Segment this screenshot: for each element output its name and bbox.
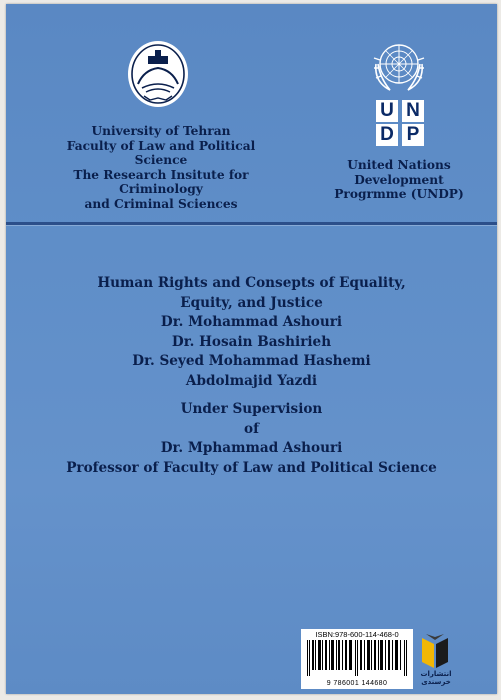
undp-logo bbox=[376, 100, 424, 146]
supervisor-title: Professor of Faculty of Law and Political Science bbox=[66, 459, 437, 476]
supervision-line: of bbox=[244, 420, 259, 437]
university-line: The Research Insitute for Criminology bbox=[73, 167, 249, 196]
undp-letter: N bbox=[402, 100, 424, 122]
book-title-line: Equity, and Justice bbox=[180, 294, 323, 311]
author-name: Dr. Mohammad Ashouri bbox=[160, 314, 343, 330]
author-name: Dr. Hosain Bashirieh bbox=[171, 333, 332, 350]
book-title-line: Human Rights and Consepts of Equality, bbox=[97, 275, 406, 291]
book-back-cover bbox=[6, 4, 497, 694]
university-line: and Criminal Sciences bbox=[84, 196, 238, 211]
supervision-line: Under Supervision bbox=[180, 401, 323, 417]
publisher-logo bbox=[420, 634, 450, 670]
united-nations-emblem bbox=[366, 34, 432, 96]
university-text bbox=[46, 124, 276, 211]
barcode-digits: 9 786001 144680 bbox=[326, 680, 388, 687]
publisher-name: انتشارات خرسندی bbox=[420, 670, 452, 686]
undp-letter: U bbox=[376, 100, 398, 122]
undp-text bbox=[304, 158, 494, 202]
undp-letter: P bbox=[402, 124, 424, 146]
university-line: Faculty of Law and Political Science bbox=[66, 138, 256, 167]
title-and-authors bbox=[16, 274, 487, 391]
undp-letter: D bbox=[376, 124, 398, 146]
supervision-block bbox=[16, 400, 487, 478]
university-line: University of Tehran bbox=[91, 124, 231, 138]
university-of-tehran-logo bbox=[126, 40, 190, 114]
header-divider bbox=[6, 222, 497, 225]
isbn-number: ISBN:978-600-114-468-0 bbox=[315, 630, 399, 639]
author-name: Abdolmajid Yazdi bbox=[185, 372, 318, 389]
undp-line: Progrmme (UNDP) bbox=[334, 187, 464, 201]
undp-line: United Nations Development bbox=[347, 158, 451, 187]
supervisor-name: Dr. Mphammad Ashouri bbox=[160, 440, 343, 456]
isbn-barcode bbox=[301, 629, 413, 689]
barcode-icon bbox=[305, 640, 409, 676]
author-name: Dr. Seyed Mohammad Hashemi bbox=[132, 353, 371, 369]
